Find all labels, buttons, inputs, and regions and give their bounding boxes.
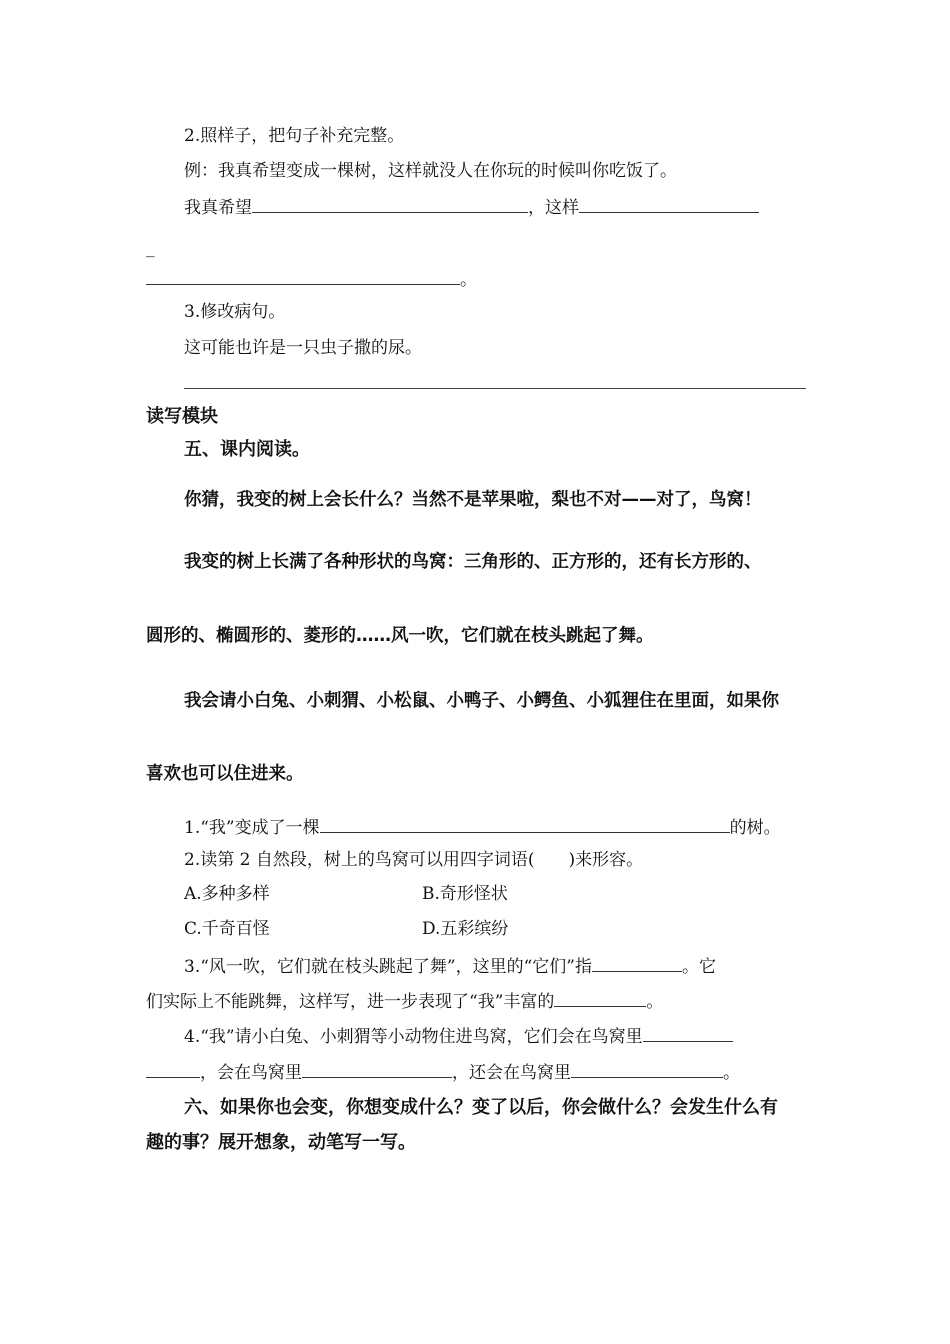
s5-q3-l1-after: 。它 [681,957,716,977]
s5-q3-line2 [146,988,663,1014]
passage-line-4: 我会请小白兔、小刺猬、小松鼠、小鸭子、小鳄鱼、小狐狸住在里面，如果你 [184,691,779,711]
s5-q2-option-b[interactable]: B.奇形怪状 [422,884,508,904]
s5-q2-option-a[interactable]: A.多种多样 [184,884,270,904]
section6-line-2: 趣的事？展开想象，动笔写一写。 [146,1132,416,1153]
s5-q3-l2-before: 们实际上不能跳舞，这样写，进一步表现了“我”丰富的 [146,992,555,1012]
q2-prefix: 我真希望 [184,198,252,218]
q2-end: 。 [460,270,477,290]
s5-q2-after: )来形容。 [568,850,644,870]
q2-blank-continued[interactable] [146,266,460,285]
s5-q3-line1 [184,953,716,979]
q3-title: 3.修改病句。 [184,302,286,322]
s5-q2-before: 2.读第 2 自然段，树上的鸟窝可以用四字词语( [184,850,535,870]
s5-q1-after: 的树。 [729,818,781,838]
q2-blank-wish[interactable] [252,194,528,213]
q2-blank-result[interactable] [579,194,759,213]
s5-q3-blank-2[interactable] [554,988,646,1007]
module-title: 读写模块 [146,406,218,427]
s5-q4-blank-1[interactable] [643,1023,733,1042]
q2-continuation-line [146,266,477,292]
s5-q3-l2-after: 。 [646,992,664,1012]
q2-continuation-mark: _ [146,238,155,258]
q2-mid: ，这样 [528,198,579,218]
s5-q2 [184,848,643,872]
s5-q2-option-c[interactable]: C.千奇百怪 [184,919,270,939]
q2-title: 2.照样子，把句子补充完整。 [184,126,405,146]
s5-q1 [184,814,781,840]
s5-q3-blank-1[interactable] [592,953,682,972]
section6-line-1: 六、如果你也会变，你想变成什么？变了以后，你会做什么？会发生什么有 [184,1097,778,1118]
s5-q4-l2-b: ，还会在鸟窝里 [452,1063,571,1083]
passage-line-5: 喜欢也可以住进来。 [146,764,304,784]
s5-q4-blank-2[interactable] [302,1059,452,1078]
s5-q3-l1-before: 3.“风一吹，它们就在枝头跳起了舞”，这里的“它们”指 [184,957,592,977]
s5-q4-blank-1-cont[interactable] [146,1059,200,1078]
s5-q1-before: 1.“我”变成了一棵 [184,818,320,838]
s5-q4-blank-3[interactable] [571,1059,723,1078]
passage-line-2: 我变的树上长满了各种形状的鸟窝：三角形的、正方形的，还有长方形的、 [184,552,762,572]
s5-q4-l2-end: 。 [723,1063,740,1083]
q3-answer-line[interactable] [184,388,806,389]
section5-title: 五、课内阅读。 [184,439,310,460]
s5-q1-blank[interactable] [320,814,730,833]
passage-line-1: 你猜，我变的树上会长什么？当然不是苹果啦，梨也不对——对了，鸟窝！ [184,490,762,510]
s5-q4-line1 [184,1023,733,1049]
s5-q4-line2 [146,1059,740,1085]
q2-sentence-line [184,194,759,220]
q2-example: 例：我真希望变成一棵树，这样就没人在你玩的时候叫你吃饭了。 [184,161,677,181]
q3-sentence: 这可能也许是一只虫子撒的尿。 [184,338,422,358]
s5-q4-l1-before: 4.“我”请小白兔、小刺猬等小动物住进鸟窝，它们会在鸟窝里 [184,1027,643,1047]
passage-line-3: 圆形的、椭圆形的、菱形的……风一吹，它们就在枝头跳起了舞。 [146,626,654,646]
s5-q2-option-d[interactable]: D.五彩缤纷 [422,919,509,939]
s5-q4-l2-a: ，会在鸟窝里 [200,1063,302,1083]
